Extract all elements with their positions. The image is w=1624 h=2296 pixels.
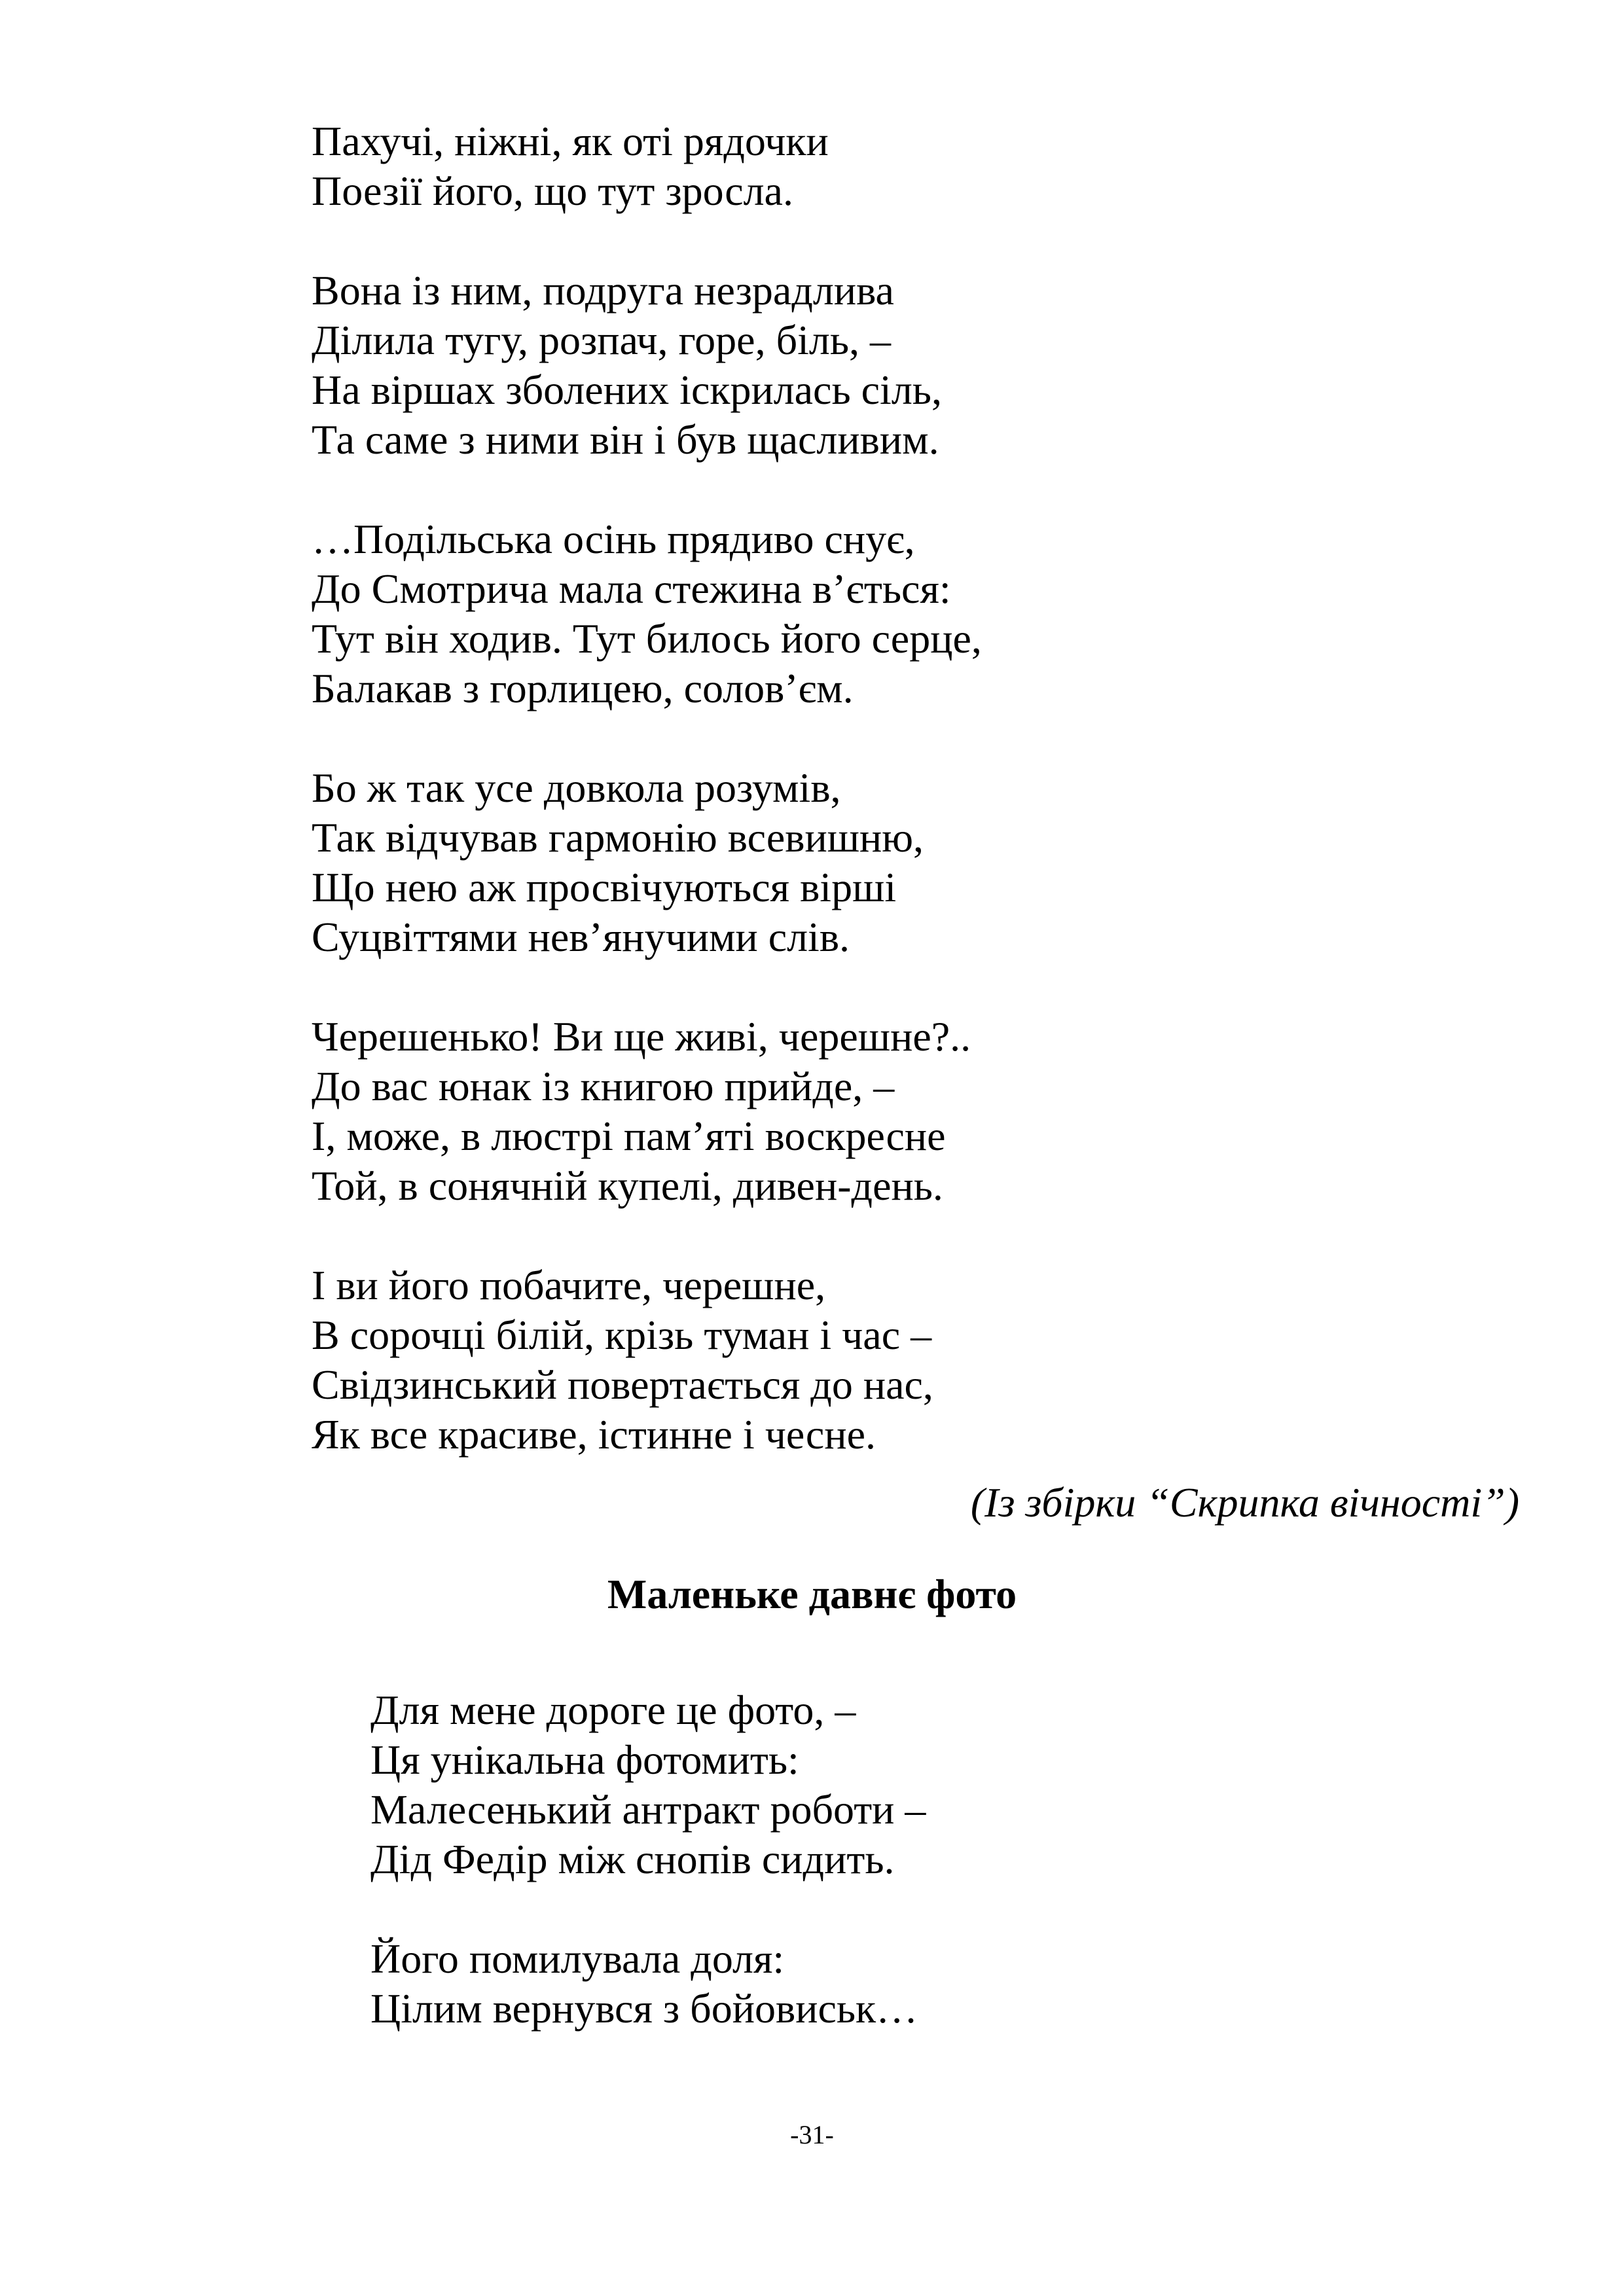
stanza [370,1685,1483,1884]
poem-line: Як все красиве, істинне і чесне. [312,1411,876,1458]
poem-line: Що нею аж просвічуються вірші [312,864,897,910]
poem-line: До вас юнак із книгою прийде, – [312,1063,895,1109]
poem-title: Маленьке давнє фото [607,1571,1017,1617]
poem-line: Суцвіттями нев’янучими слів. [312,914,850,960]
poem-line: Той, в сонячній купелі, дивен-день. [312,1162,943,1209]
stanza [370,1934,1483,2034]
poem-line: Для мене дороге це фото, – [370,1687,856,1733]
poem-line: На віршах зболених іскрилась сіль, [312,367,942,413]
poem-line: Малесенький антракт роботи – [370,1786,926,1833]
page-number: -31- [790,2120,834,2149]
poem-line: В сорочці білій, крізь туман і час – [312,1312,932,1358]
poem-line: Свідзинський повертається до нас, [312,1361,933,1408]
poem-second [370,1685,1483,2034]
poem-line: Вона із ним, подруга незрадлива [312,267,894,314]
poem-line: Його помилувала доля: [370,1935,785,1982]
poem-line: І ви його побачите, черешне, [312,1262,826,1308]
poem-line: Бо ж так усе довкола розумів, [312,764,841,811]
poem-line: …Подільська осінь прядиво снує, [312,516,915,562]
poem-line: Ця унікальна фотомить: [370,1736,799,1783]
stanza [312,763,1523,962]
poem-first [312,117,1523,1460]
poem-line: Поезії його, що тут зросла. [312,168,793,214]
poem-line: Балакав з горлицею, солов’єм. [312,665,854,711]
poem-line: Цілим вернувся з бойовиськ… [370,1985,918,2032]
poem-source-note: (Із збірки “Скрипка вічності”) [970,1479,1519,1526]
stanza [312,1261,1523,1460]
poem-line: І, може, в люстрі пам’яті воскресне [312,1113,946,1159]
poem-line: Дід Федір між снопів сидить. [370,1836,895,1882]
poem-line: Пахучі, ніжні, як оті рядочки [312,118,829,164]
stanza [312,1012,1523,1211]
poem-line: До Смотрича мала стежина в’ється: [312,565,951,612]
poem-line: Та саме з ними він і був щасливим. [312,416,939,463]
stanza [312,514,1523,713]
poem-line: Ділила тугу, розпач, горе, біль, – [312,317,892,363]
stanza [312,266,1523,465]
poem-line: Черешенько! Ви ще живі, черешне?.. [312,1013,971,1060]
poem-line: Тут він ходив. Тут билось його серце, [312,615,982,662]
stanza [312,117,1523,216]
poem-line: Так відчував гармонію всевишню, [312,814,924,861]
